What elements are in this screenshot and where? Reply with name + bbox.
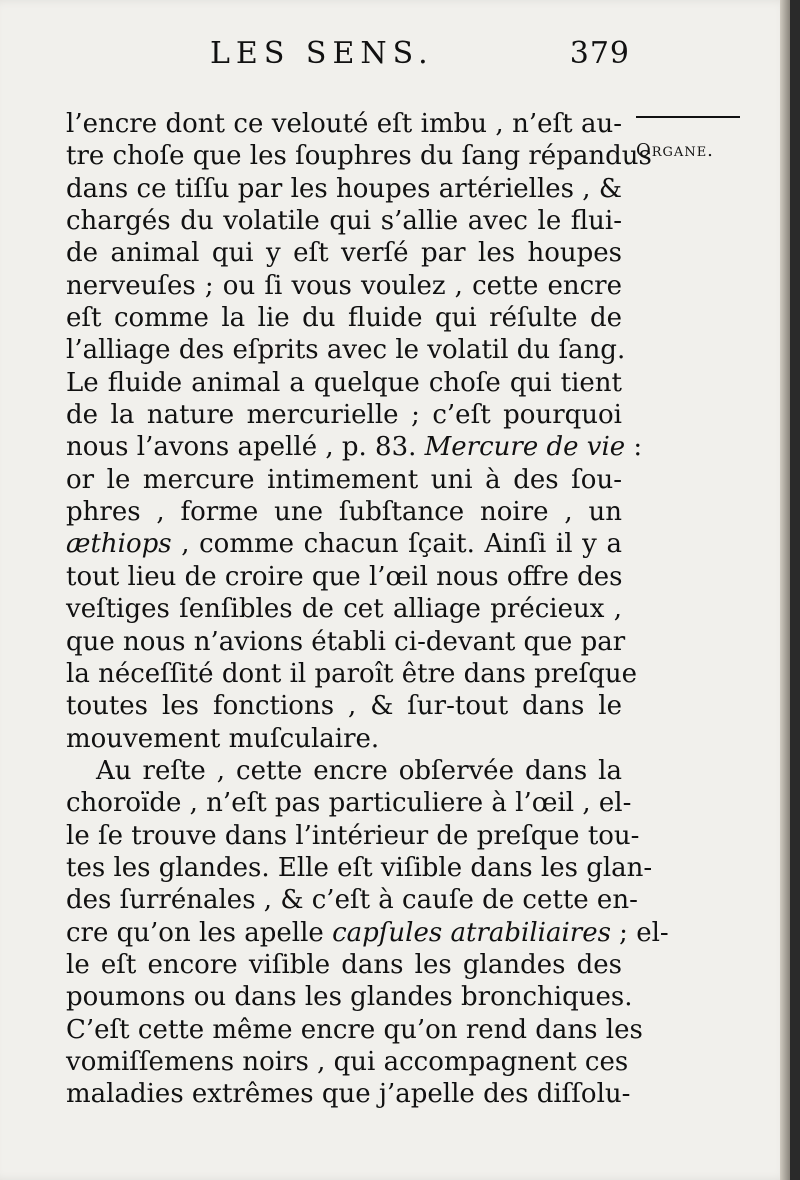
text-line: C’eſt cette même encre qu’on rend dans les bbox=[66, 1014, 643, 1045]
text-line: tout lieu de croire que l’œil nous offre des bbox=[66, 561, 623, 592]
margin-rule bbox=[636, 116, 740, 118]
text-line: chargés du volatile qui s’allie avec le flui- bbox=[66, 206, 622, 237]
text-run: ; el- bbox=[610, 917, 669, 948]
text-line: nerveuſes ; ou ſi vous voulez , cette encre bbox=[66, 270, 622, 301]
text-line-with-italic bbox=[66, 528, 622, 560]
text-line: Au reſte , cette encre obſervée dans la bbox=[96, 755, 622, 786]
text-line: le ſe trouve dans l’intérieur de preſque tou- bbox=[66, 820, 640, 851]
text-line: choroïde , n’eſt pas particuliere à l’œil , el- bbox=[66, 788, 632, 819]
text-line: tre choſe que les ſouphres du ſang répandus bbox=[66, 141, 652, 172]
text-line: de animal qui y eſt verſé par les houpes bbox=[66, 238, 622, 269]
text-run: cre qu’on les apelle bbox=[66, 917, 333, 948]
text-line: poumons ou dans les glandes bronchiques. bbox=[66, 982, 633, 1013]
text-run: , comme chacun ſçait. Ainſi il y a bbox=[171, 529, 622, 560]
text-line: de la nature mercurielle ; c’eſt pourquoi bbox=[66, 400, 622, 431]
text-line: que nous n’avions établi ci-devant que par bbox=[66, 626, 626, 657]
text-line: le eſt encore viſible dans les glandes des bbox=[66, 949, 622, 980]
text-line: l’encre dont ce velouté eſt imbu , n’eſt au- bbox=[66, 109, 622, 139]
body-text bbox=[66, 108, 669, 1111]
page-number: 379 bbox=[569, 36, 630, 71]
text-line: l’alliage des eſprits avec le volatil du ſang. bbox=[66, 335, 626, 366]
text-line: veſtiges ſenſibles de cet alliage précieux , bbox=[66, 594, 622, 625]
text-line: la néceſſité dont il paroît être dans preſque bbox=[66, 658, 637, 689]
text-line: phres , forme une ſubſtance noire , un bbox=[66, 497, 622, 528]
italic-run: æthiops bbox=[66, 529, 172, 560]
text-line: eſt comme la lie du fluide qui réſulte de bbox=[66, 303, 622, 334]
italic-run: Mercure de vie bbox=[424, 432, 626, 463]
text-line: mouvement muſculaire. bbox=[66, 723, 380, 754]
text-line: vomiſſemens noirs , qui accompagnent ces bbox=[66, 1046, 629, 1077]
running-title: LES SENS. bbox=[210, 36, 434, 71]
text-line: dans ce tiſſu par les houpes artérielles , & bbox=[66, 173, 622, 204]
text-line-with-italic bbox=[66, 431, 643, 463]
text-line: or le mercure intimement uni à des ſou- bbox=[66, 464, 622, 495]
running-head bbox=[210, 36, 630, 76]
text-run: : bbox=[625, 432, 643, 463]
text-run: nous l’avons apellé , p. 83. bbox=[66, 432, 425, 463]
italic-run: capſules atrabiliaires bbox=[332, 917, 611, 948]
text-line: Le fluide animal a quelque choſe qui tient bbox=[66, 367, 622, 398]
page-edge-shadow bbox=[780, 0, 790, 1180]
text-line: toutes les fonctions , & ſur-tout dans le bbox=[66, 691, 622, 722]
margin-note: Organe. bbox=[636, 140, 714, 161]
text-line: tes les glandes. Elle eſt viſible dans les glan- bbox=[66, 852, 653, 883]
text-line-with-italic bbox=[66, 917, 669, 949]
text-line: des ſurrénales , & c’eſt à cauſe de cette en- bbox=[66, 885, 638, 916]
text-line: maladies extrêmes que j’apelle des diſſolu- bbox=[66, 1079, 631, 1110]
